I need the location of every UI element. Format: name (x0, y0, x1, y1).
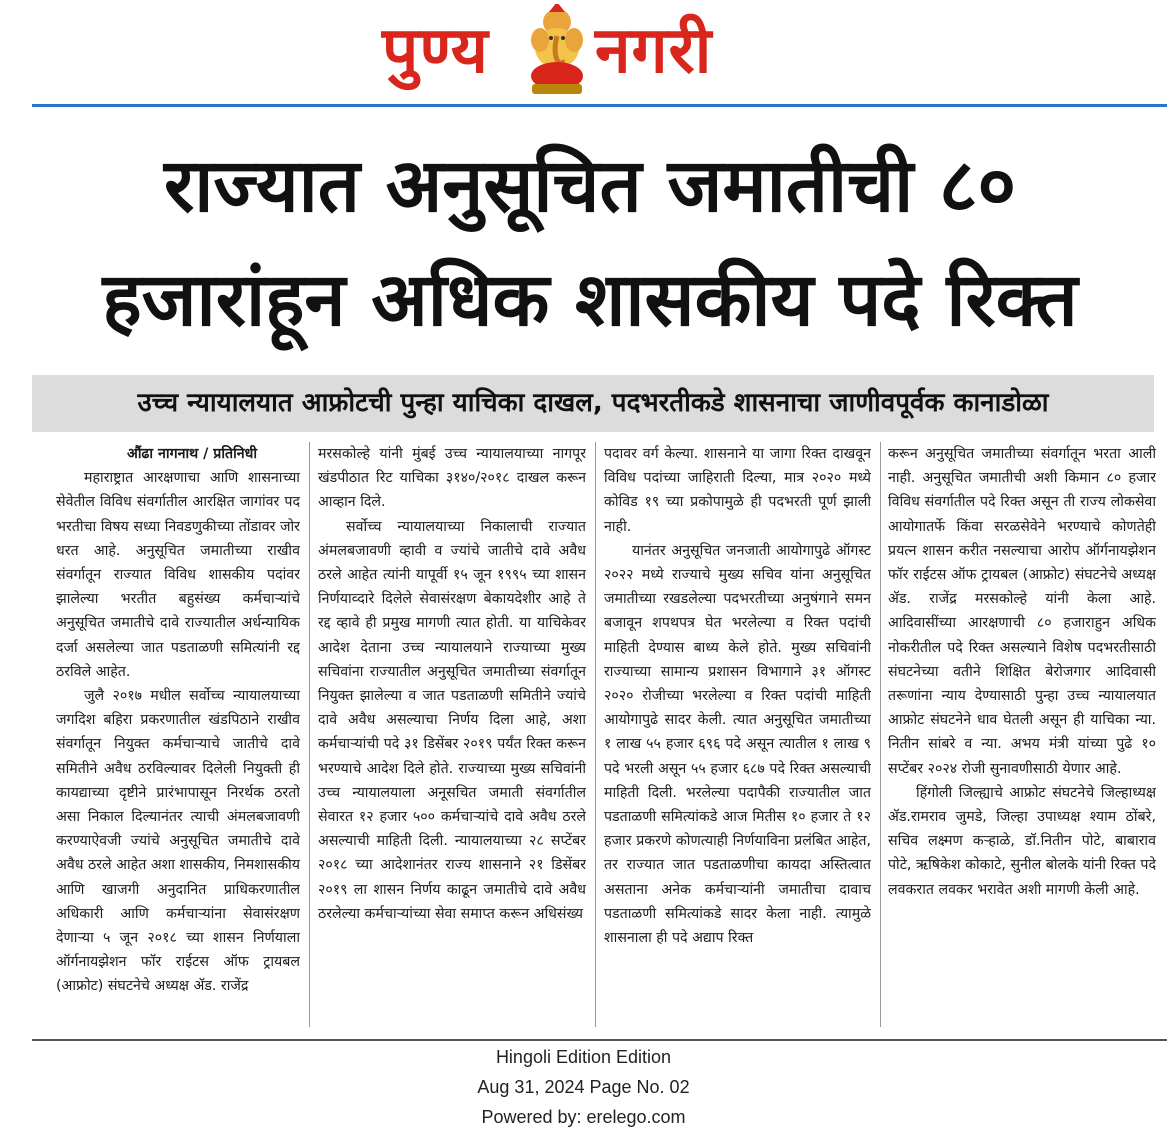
footer-edition: Hingoli Edition Edition (495, 1047, 672, 1067)
article-column-1 (56, 442, 300, 1027)
headline-line-1: राज्यात अनुसूचित जमातीची ८० (163, 143, 1017, 229)
paragraph: महाराष्ट्रात आरक्षणाचा आणि शासनाच्या सेवेतील विविध संवर्गातील आरक्षित जागांवर पद भरतीचा विषय सध्या निवडणुकीच्या तोंडावर जोर धरत आहे. अनुसूचित जमातीच्या राखीव संवर्गातून राज्यात विविध शासकीय पदांवर झालेल्या भरतीत बहुसंख्य कर्मचाऱ्यांचे अनुसूचित जमातीचे दावे राज्यातील अर्धन्यायिक दर्जा असलेल्या जात पडताळणी समित्यांनी रद्द ठरविले आहेत. (56, 470, 300, 680)
headline (20, 140, 1160, 346)
footer-powered-by: Powered by: erelego.com (481, 1107, 686, 1127)
column-divider (309, 442, 310, 1027)
footer-rule (32, 1039, 1167, 1041)
byline: औंढा नागनाथ / प्रतिनिधी (126, 446, 258, 462)
paragraph: मरसकोल्हे यांनी मुंबई उच्च न्यायालयाच्या नागपूर खंडपीठात रिट याचिका ३१४०/२०१८ दाखल करून आव्हान दिले. (318, 446, 586, 511)
paragraph: यानंतर अनुसूचित जनजाती आयोगापुढे ऑगस्ट २०२२ मध्ये राज्याचे मुख्य सचिव यांना अनुसूचित जमातीच्या रखडलेल्या पदभरतीच्या अनुषंगाने समन बजावून शपथपत्र घेत भरलेल्या व रिक्त पदांची माहिती देण्यास बाध्य केले होते. मुख्य सचिवांनी राज्याच्या सामान्य प्रशासन विभागाने ३१ ऑगस्ट २०२० रोजीच्या भरलेल्या व रिक्त पदांची माहिती आयोगापुढे सादर केली. त्यात अनुसूचित जमातीच्या १ लाख ५५ हजार ६९६ पदे असून त्यातील १ लाख ९ पदे भरली असून ५५ हजार ६८७ पदे रिक्त असल्याची माहिती दिली. भरलेल्या पदापैकी राज्यातील जात पडताळणी समित्यांकडे आज मितीस १० हजार ते १२ हजार प्रकरणे कोणत्याही निर्णयाविना प्रलंबित आहेत, तर राज्यात जात पडताळणीचा कायदा अस्तित्वात असताना अनेक कर्मचाऱ्यांनी जमातीचा दावाच पडताळणी समित्यांकडे सादर केला नाही. त्यामुळे शासनाला ही पदे अद्याप रिक्त (604, 542, 871, 947)
article-column-4 (888, 442, 1156, 1027)
article-column-3 (604, 442, 871, 1027)
headline-line-2: हजारांहून अधिक शासकीय पदे रिक्त (102, 257, 1078, 343)
paragraph: हिंगोली जिल्ह्याचे आफ्रोट संघटनेचे जिल्हाध्यक्ष ॲड.रामराव जुमडे, जिल्हा उपाध्यक्ष श्याम ठोंबरे, सचिव लक्ष्मण कऱ्हाळे, डॉ.नितीन पोटे, बाबाराव पोटे, ऋषिकेश कोकाटे, सुनील बोलके यांनी रिक्त पदे लवकरात लवकर भरावेत अशी मागणी केली आहे. (888, 784, 1156, 898)
subheadline-bar (32, 375, 1154, 432)
masthead (0, 0, 1167, 104)
paragraph: पदावर वर्ग केल्या. शासनाने या जागा रिक्त दाखवून विविध पदांच्या जाहिराती दिल्या, मात्र २०२० मध्ये कोविड १९ च्या प्रकोपामुळे ही पदभरती पूर्ण झाली नाही. (604, 446, 871, 535)
masthead-rule (32, 104, 1167, 107)
column-divider (880, 442, 881, 1027)
paragraph: जुलै २०१७ मधील सर्वोच्च न्यायालयाच्या जगदिश बहिरा प्रकरणातील खंडपिठाने राखीव संवर्गातून नियुक्त कर्मचाऱ्याचे जातीचे दावे समितीने अवैध ठरविल्यावर दिलेली नियुक्ती ही कायद्याच्या दृष्टीने प्रारंभापासून निरर्थक ठरतो असा निकाल दिल्यानंतर त्याची अंमलबजावणी करण्याऐवजी ज्यांचे अनुसूचित जमातीचे दावे अवैध ठरले आहेत अशा शासकीय, निमशासकीय आणि खाजगी अनुदानित प्राधिकरणातील अधिकारी आणि कर्मचाऱ्यांना सेवासंरक्षण देणाऱ्या ५ जून २०१८ च्या शासन निर्णयाला ऑर्गनायझेशन फॉर राईटस ऑफ ट्रायबल (आफ्रोट) संघटनेचे अध्यक्ष ॲड. राजेंद्र (56, 688, 300, 995)
column-divider (595, 442, 596, 1027)
subheadline: उच्च न्यायालयात आफ्रोटची पुन्हा याचिका दाखल, पदभरतीकडे शासनाचा जाणीवपूर्वक कानाडोळा (137, 388, 1049, 418)
paragraph: सर्वोच्च न्यायालयाच्या निकालाची राज्यात अंमलबजावणी व्हावी व ज्यांचे जातीचे दावे अवैध ठरले आहेत त्यांनी यापूर्वी १५ जून १९९५ च्या शासन निर्णयाव्दारे दिलेले सेवासंरक्षण बेकायदेशीर आहे ते रद्द व्हावे ही प्रमुख मागणी त्यात होती. या याचिकेवर आदेश देताना उच्च न्यायालयाने राज्याच्या मुख्य सचिवांना राज्यातील अनुसूचित जमातीच्या संवर्गातून नियुक्त झालेल्या व जात पडताळणी समितीने ज्यांचे दावे अवैध असल्याचा निर्णय दिला आहे, अशा कर्मचाऱ्यांची पदे ३१ डिसेंबर २०१९ पर्यंत रिक्त करून भरण्याचे आदेश दिले होते. राज्याच्या मुख्य सचिवांनी उच्च न्यायालयाला अनूसचित जमाती संवर्गातील सेवारत १२ हजार ५०० कर्मचाऱ्यांचे दावे अवैध ठरले असल्याची माहिती दिली. न्यायालयाच्या २८ सप्टेंबर २०१८ च्या आदेशानंतर राज्य शासनाने २१ डिसेंबर २०१९ ला शासन निर्णय काढून जमातीचे दावे अवैध ठरलेल्या कर्मचाऱ्यांच्या सेवा समाप्त करून अधिसंख्य (318, 518, 586, 922)
paragraph: करून अनुसूचित जमातीच्या संवर्गातून भरता आली नाही. अनुसूचित जमातीची अशी किमान ८० हजार विविध संवर्गातील पदे रिक्त असून ती राज्य लोकसेवा आयोगातर्फे किंवा सरळसेवेने भरण्याचे कोणतेही प्रयत्न शासन करीत नसल्याचा आरोप ऑर्गनायझेशन फॉर राईटस ऑफ ट्रायबल (आफ्रोट) संघटनेचे अध्यक्ष ॲड. राजेंद्र मरसकोल्हे यांनी केला आहे. आदिवासींच्या आरक्षणाची ८० हजाराहुन अधिक नोकरीतील पदे रिक्त असल्याने विशेष पदभरतीसाठी संघटनेच्या वतीने शिक्षित बेरोजगार आदिवासी तरूणांना न्याय देण्यासाठी पुन्हा उच्च न्यायालयात आफ्रोट संघटनेने धाव घेतली असून ही याचिका न्या. नितीन सांबरे व न्या. अभय मंत्री यांच्या पुढे १० सप्टेंबर २०२४ रोजी सुनावणीसाठी येणार आहे. (888, 446, 1156, 777)
masthead-title-left: पुण्य (382, 14, 489, 88)
ganesha-logo (522, 4, 592, 96)
masthead-title-right: नगरी (595, 14, 713, 88)
article-column-2 (318, 442, 586, 1027)
footer-date-page: Aug 31, 2024 Page No. 02 (477, 1077, 690, 1097)
